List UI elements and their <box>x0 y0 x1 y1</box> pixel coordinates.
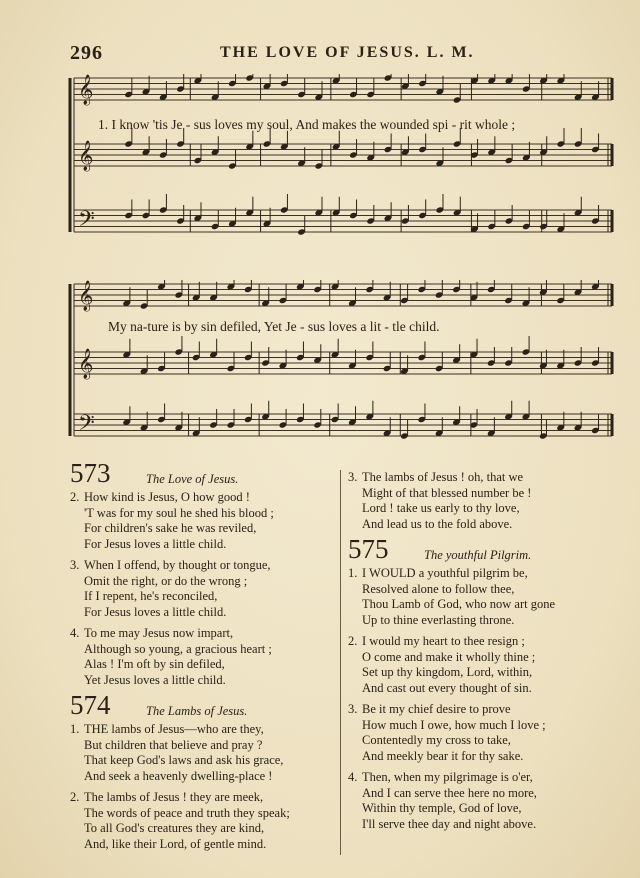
verse-line: For Jesus loves a little child. <box>84 536 227 551</box>
verse-number: 4. <box>348 770 358 784</box>
page-header <box>70 42 630 66</box>
staff <box>74 414 612 436</box>
notes <box>124 194 599 236</box>
verse-line: The lambs of Jesus ! they are meek, <box>84 790 264 804</box>
verse-line: Although so young, a gracious heart ; <box>84 641 272 656</box>
verse-line: To all God's creatures they are kind, <box>84 821 265 835</box>
bar-lines <box>189 284 612 436</box>
verse-line: Lord ! take us early to thy love, <box>362 501 520 515</box>
hymn-heading <box>348 534 618 566</box>
hymn-heading <box>70 690 340 722</box>
verse-line: That keep God's laws and ask his grace, <box>84 753 284 767</box>
staff <box>74 352 612 374</box>
verse-line: Might of that blessed number be ! <box>362 485 532 500</box>
column-divider <box>340 470 341 855</box>
verse-line: Within thy temple, God of love, <box>362 801 522 815</box>
verse-line: And seek a heavenly dwelling-place ! <box>84 768 273 783</box>
verse-line: Resolved alone to follow thee, <box>362 581 515 596</box>
hymn-number: 573 <box>70 458 111 488</box>
verse <box>348 566 618 628</box>
verse-line: I would my heart to thee resign ; <box>362 634 525 648</box>
verse-line: And lead us to the fold above. <box>362 516 513 531</box>
verse-line: And meekly bear it for thy sake. <box>362 748 524 763</box>
hymn-number: 575 <box>348 534 389 564</box>
hymn-573 <box>70 458 340 688</box>
verse-number: 2. <box>70 790 80 804</box>
treble-clef: 𝄞 <box>78 141 94 171</box>
treble-clef: 𝄞 <box>78 349 94 379</box>
verse-line: Set up thy kingdom, Lord, within, <box>362 665 533 679</box>
hymn-number: 574 <box>70 690 111 720</box>
notes <box>124 128 599 170</box>
staff <box>74 78 612 100</box>
verse-line: Contentedly my cross to take, <box>362 733 511 747</box>
verse-line: Be it my chief desire to prove <box>362 702 511 716</box>
verse-line: And cast out every thought of sin. <box>362 680 532 695</box>
verse <box>70 722 340 784</box>
verse-line: Thou Lamb of God, who now art gone <box>362 597 556 611</box>
bass-clef: 𝄢 <box>78 411 95 440</box>
verse <box>348 702 618 764</box>
hymn-tune-title: THE LOVE OF JESUS. L. M. <box>220 44 475 61</box>
hymn-heading <box>70 458 340 490</box>
music-system-1 <box>64 74 616 246</box>
verse-number: 4. <box>70 626 80 640</box>
staff <box>74 284 612 306</box>
music-system-2 <box>64 280 616 440</box>
verse <box>70 790 340 852</box>
column-right <box>348 462 618 838</box>
column-left <box>70 458 340 858</box>
verse-line: I WOULD a youthful pilgrim be, <box>362 566 528 580</box>
verse-line: How much I owe, how much I love ; <box>362 717 546 732</box>
verse-line: Up to thine everlasting throne. <box>362 612 515 627</box>
verse-line: And, like their Lord, of gentle mind. <box>84 836 267 851</box>
lyrics-line-1: 1. I know 'tis Je - sus loves my soul, And makes the wounded spi - rit whole ; <box>98 117 516 132</box>
verse <box>70 558 340 620</box>
verse-line: THE lambs of Jesus—who are they, <box>84 722 264 736</box>
verse-line: And I can serve thee here no more, <box>362 785 537 800</box>
hymn-name: The youthful Pilgrim. <box>424 548 532 562</box>
verse-line: If I repent, he's reconciled, <box>84 589 218 603</box>
hymn-name: The Love of Jesus. <box>146 472 239 486</box>
verse-line: The lambs of Jesus ! oh, that we <box>362 470 524 484</box>
verse <box>348 770 618 832</box>
verse-line: I'll serve thee day and night above. <box>362 816 537 831</box>
verse-line: To me may Jesus now impart, <box>84 626 234 640</box>
hymn-574 <box>70 690 340 852</box>
verse-number: 1. <box>348 566 358 580</box>
music-staves-system-2 <box>64 280 616 440</box>
verse <box>70 490 340 552</box>
verse-line: Then, when my pilgrimage is o'er, <box>362 770 533 784</box>
notes <box>122 401 599 440</box>
bass-clef: 𝄢 <box>78 207 95 237</box>
verse-number: 2. <box>348 634 358 648</box>
treble-clef: 𝄞 <box>78 75 94 105</box>
staff <box>74 210 612 232</box>
verse-line: Yet Jesus loves a little child. <box>84 672 226 687</box>
lyrics-line-2: My na-ture is by sin defiled, Yet Je - sus loves a lit - tle child. <box>108 319 440 334</box>
verse-line: But children that believe and pray ? <box>84 737 263 752</box>
verse-line: The words of peace and truth they speak; <box>84 805 290 820</box>
verse-number: 3. <box>348 470 358 484</box>
verse <box>348 634 618 696</box>
staff <box>74 144 612 166</box>
verse-number: 1. <box>70 722 80 736</box>
verse-continued <box>348 470 618 532</box>
verse-number: 3. <box>70 558 80 572</box>
verse-number: 3. <box>348 702 358 716</box>
verse-line: Omit the right, or do the wrong ; <box>84 573 248 588</box>
verse-line: Alas ! I'm oft by sin defiled, <box>84 657 225 671</box>
verse-number: 2. <box>70 490 80 504</box>
verse <box>70 626 340 688</box>
verse-line: How kind is Jesus, O how good ! <box>84 490 250 504</box>
notes <box>122 336 599 375</box>
verse-line: For Jesus loves a little child. <box>84 604 227 619</box>
hymn-texts <box>70 458 615 862</box>
music-staves-system-1 <box>64 74 616 246</box>
hymn-name: The Lambs of Jesus. <box>146 704 248 718</box>
verse-line: 'T was for my soul he shed his blood ; <box>84 505 274 520</box>
treble-clef: 𝄞 <box>78 281 94 311</box>
hymn-575 <box>348 534 618 832</box>
verse-line: O come and make it wholly thine ; <box>362 649 536 664</box>
page-number: 296 <box>70 42 103 64</box>
verse-line: When I offend, by thought or tongue, <box>84 558 271 572</box>
verse-line: For children's sake he was reviled, <box>84 521 257 535</box>
